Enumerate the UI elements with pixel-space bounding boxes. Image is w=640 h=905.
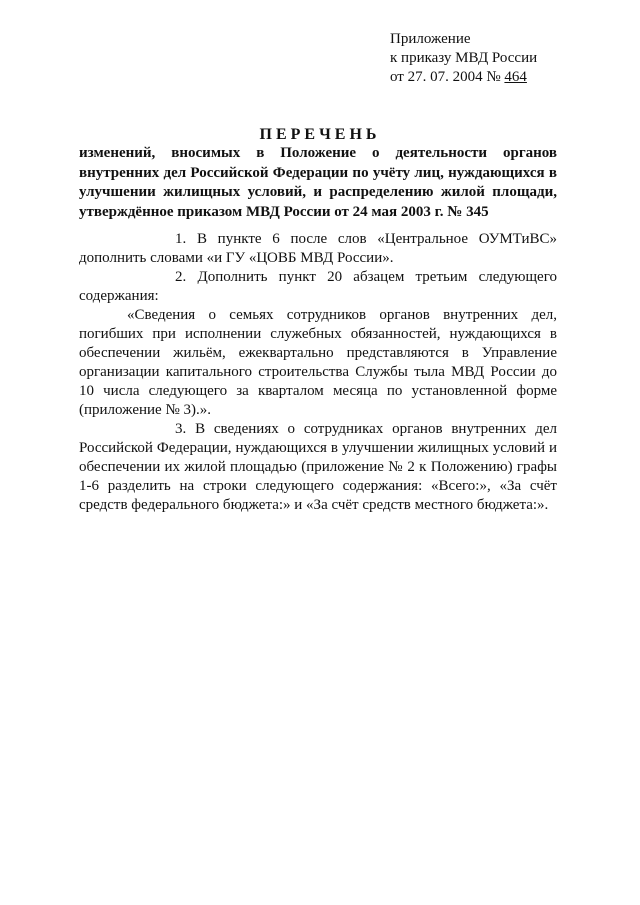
appendix-line-1: Приложение [390, 31, 471, 47]
appendix-line-2: к приказу МВД России [390, 50, 538, 66]
paragraph-3 [79, 420, 557, 515]
paragraph-quote [79, 306, 557, 420]
paragraph-number: 3. [175, 421, 187, 437]
paragraph-number: 2. [175, 269, 187, 285]
document-subtitle: изменений, вносимых в Положение о деятельности органов внутренних дел Российской Федерации по учёту лиц, нуждающихся в улучшении жилищных условий, и распределению жилой площади, утверждённое приказом МВД России от 24 мая 2003 г. № 345 [79, 145, 557, 220]
paragraph-number: 1. [175, 231, 187, 247]
document-body [79, 230, 557, 515]
document-title: ПЕРЕЧЕНЬ [259, 126, 381, 143]
paragraph-1 [79, 230, 557, 268]
appendix-header [390, 30, 537, 87]
appendix-order-number: 464 [504, 69, 527, 85]
paragraph-text: «Сведения о семьях сотрудников органов внутренних дел, погибших при исполнении служебных обязанностей, нуждающихся в обеспечении жильём, ежеквартально представляются в Управление организации капитального строительства Службы тыла МВД России до 10 числа следующего за кварталом месяца по установленной форме (приложение № 3).». [79, 307, 557, 418]
paragraph-text: Дополнить пункт 20 абзацем третьим следующего содержания: [79, 269, 557, 304]
paragraph-2 [79, 268, 557, 306]
paragraph-text: В пункте 6 после слов «Центральное ОУМТиВС» дополнить словами «и ГУ «ЦОВБ МВД России». [79, 231, 558, 266]
appendix-date: от 27. 07. 2004 № [390, 69, 505, 85]
appendix-line-3 [390, 68, 537, 87]
paragraph-text: В сведениях о сотрудниках органов внутренних дел Российской Федерации, нуждающихся в улучшении жилищных условий и обеспечении их жилой площадью (приложение № 2 к Положению) графы 1-6 разделить на строки следующего содержания: «Всего:», «За счёт средств федерального бюджета:» и «За счёт средств местного бюджета:». [79, 421, 558, 513]
